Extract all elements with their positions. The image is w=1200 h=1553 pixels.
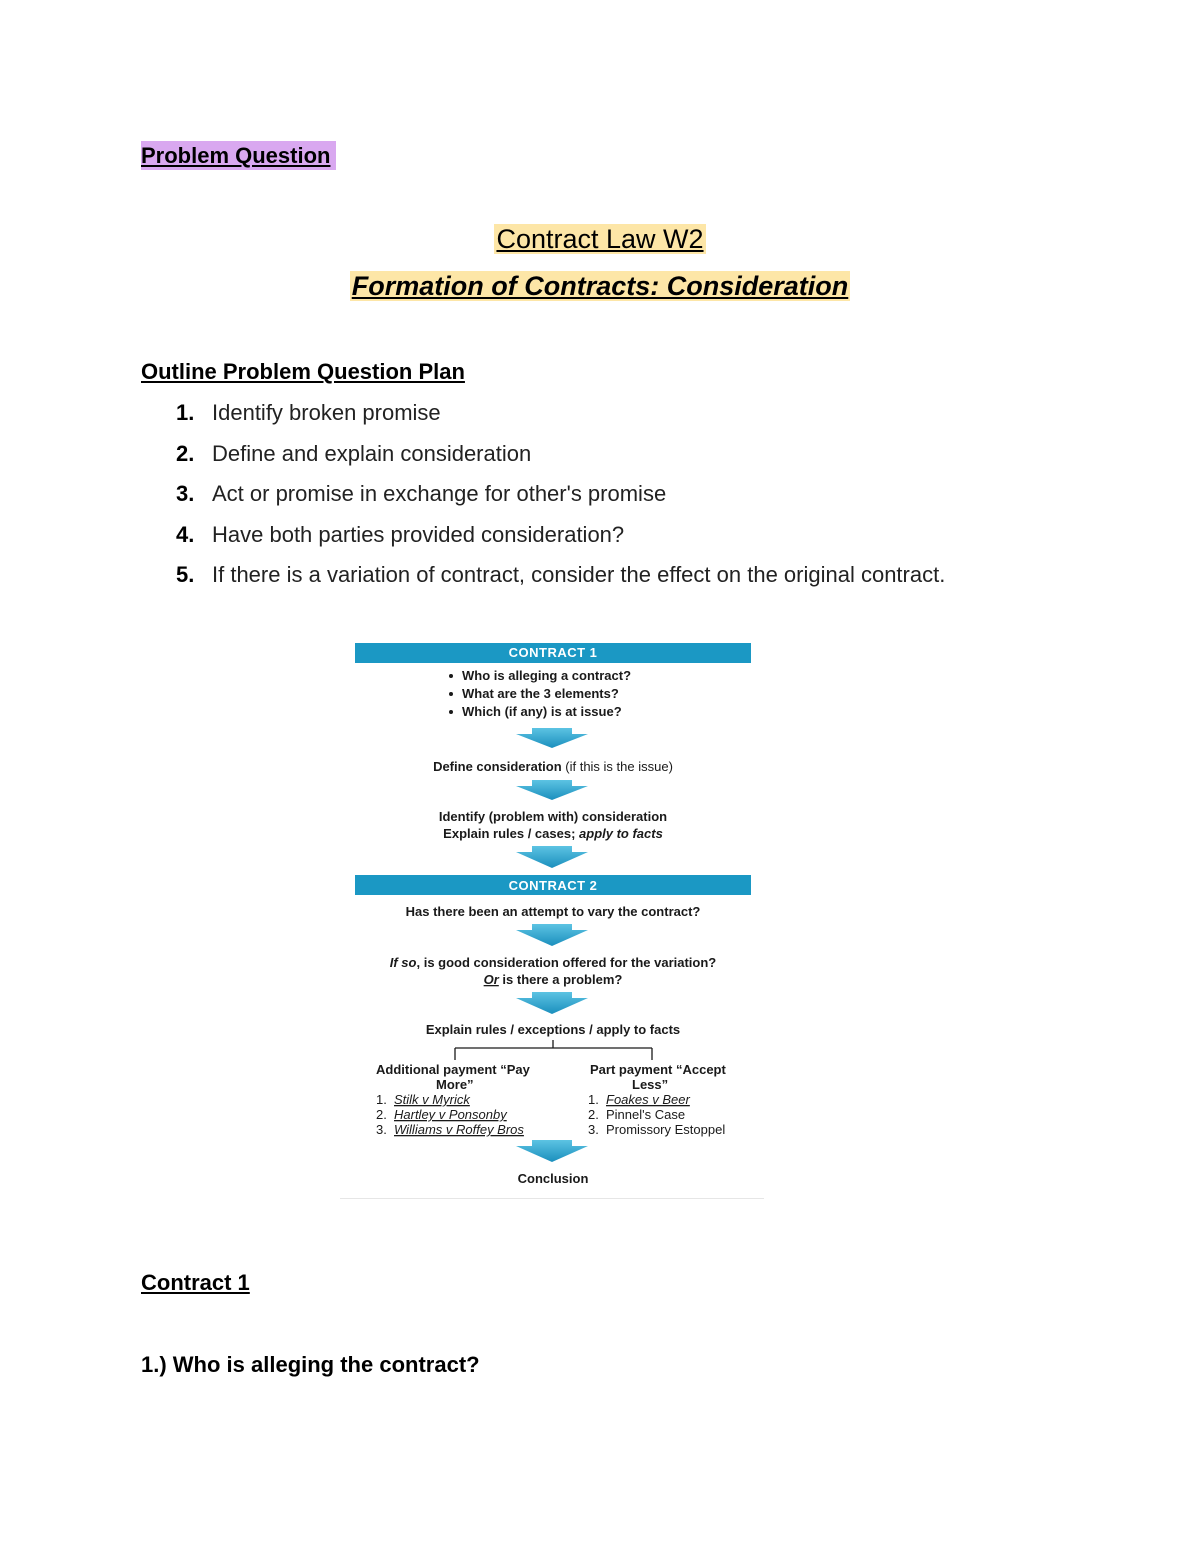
good-consideration-text: , is good consideration offered for the variation?: [416, 955, 717, 970]
conclusion-step: Conclusion: [517, 1171, 589, 1186]
contract2-header-label: CONTRACT 2: [508, 878, 598, 893]
case-number: 1.: [376, 1092, 387, 1107]
if-so-text: If so: [389, 955, 417, 970]
case-number: 2.: [588, 1107, 599, 1122]
problem-question-line: [484, 972, 623, 987]
document-title-text: Contract Law W2: [496, 224, 704, 254]
consideration-flowchart: [340, 640, 764, 1199]
plan-item-number: 5.: [176, 562, 195, 588]
case-number: 1.: [588, 1092, 599, 1107]
bullet-dot: [449, 692, 453, 696]
define-consideration-bold: Define consideration: [433, 759, 562, 774]
document-title: [0, 221, 1200, 257]
plan-item-number: 2.: [176, 440, 195, 466]
question-1: 1.) Who is alleging the contract?: [141, 1352, 480, 1377]
contract1-heading: Contract 1: [141, 1270, 250, 1295]
document-subtitle: [0, 268, 1200, 304]
contract1-bullet: Who is alleging a contract?: [462, 668, 632, 683]
branch-connector: [455, 1040, 652, 1060]
case-stilk-v-myrick: Stilk v Myrick: [394, 1092, 470, 1107]
contract1-header-label: CONTRACT 1: [508, 645, 598, 660]
case-foakes-v-beer: Foakes v Beer: [606, 1092, 690, 1107]
document-subtitle-text: Formation of Contracts: Consideration: [351, 271, 849, 301]
problem-question-tag: Problem Question: [141, 141, 336, 170]
down-arrow-icon: [516, 1140, 588, 1162]
explain-rules-cases-step: [443, 826, 663, 841]
case-promissory-estoppel: Promissory Estoppel: [606, 1122, 726, 1137]
down-arrow-icon: [516, 992, 588, 1014]
contract1-bullet: What are the 3 elements?: [462, 686, 619, 701]
pay-more-heading-cont: More”: [436, 1077, 474, 1092]
pay-more-heading: Additional payment “Pay: [376, 1062, 530, 1077]
plan-item-number: 1.: [176, 400, 195, 425]
plan-item-text: Act or promise in exchange for other's promise: [212, 481, 667, 507]
accept-less-heading: Part payment “Accept: [590, 1062, 726, 1077]
outline-heading: Outline Problem Question Plan: [141, 359, 465, 384]
plan-item-text: Identify broken promise: [212, 400, 441, 425]
define-consideration-note-text: (if this is the issue): [565, 759, 673, 774]
is-there-problem-text: is there a problem?: [498, 972, 623, 987]
bullet-dot: [449, 710, 453, 714]
accept-less-heading-cont: Less”: [632, 1077, 669, 1092]
case-number: 2.: [376, 1107, 387, 1122]
plan-item-text: If there is a variation of contract, consider the effect on the original contract.: [212, 562, 946, 588]
apply-to-facts-text: apply to facts: [579, 826, 663, 841]
case-williams-v-roffey-bros: Williams v Roffey Bros: [394, 1122, 524, 1137]
good-consideration-question: [390, 955, 717, 970]
vary-contract-question: Has there been an attempt to vary the contract?: [405, 904, 701, 919]
case-hartley-v-ponsonby: Hartley v Ponsonby: [394, 1107, 507, 1122]
case-pinnels-case: Pinnel's Case: [606, 1107, 686, 1122]
case-number: 3.: [588, 1122, 599, 1137]
plan-item-number: 3.: [176, 481, 195, 507]
or-text: Or: [483, 972, 499, 987]
down-arrow-icon: [516, 846, 588, 868]
explain-rules-exceptions-step: Explain rules / exceptions / apply to facts: [425, 1022, 681, 1037]
explain-rules-cases-text: Explain rules / cases;: [443, 826, 580, 841]
down-arrow-icon: [516, 780, 588, 800]
down-arrow-icon: [516, 924, 588, 946]
identify-consideration-step: Identify (problem with) consideration: [438, 809, 668, 824]
bullet-dot: [449, 674, 453, 678]
define-consideration-step: [433, 759, 673, 774]
contract1-bullet: Which (if any) is at issue?: [462, 704, 622, 719]
down-arrow-icon: [516, 728, 588, 748]
case-number: 3.: [376, 1122, 387, 1137]
plan-item-number: 4.: [176, 521, 195, 547]
plan-item-text: Have both parties provided consideration?: [212, 521, 625, 547]
plan-item-text: Define and explain consideration: [212, 440, 532, 466]
